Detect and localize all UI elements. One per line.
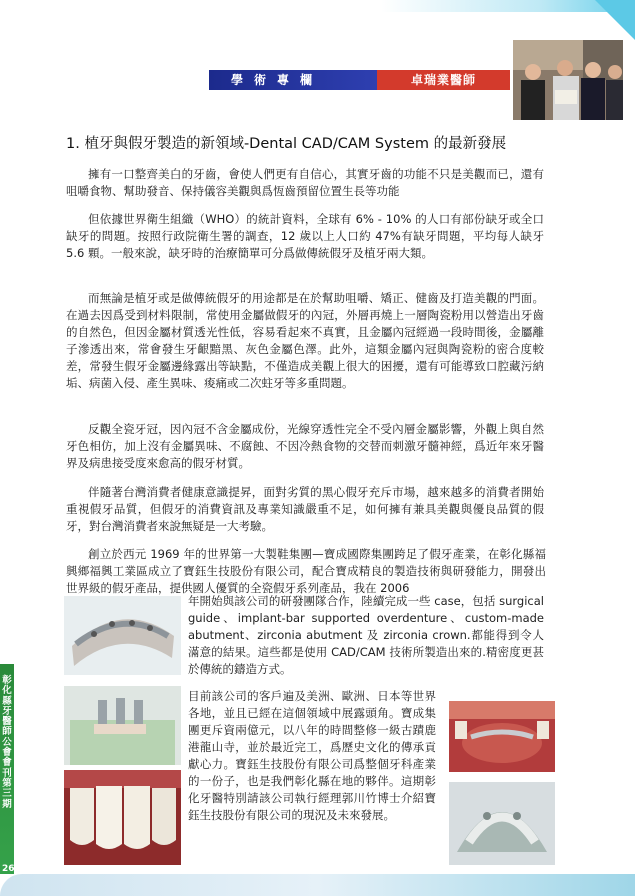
bottom-decor-band	[0, 874, 635, 896]
implant-bar-model-photo	[64, 596, 181, 675]
journal-name: 彰化縣牙醫師公會會刊第三期	[2, 675, 12, 810]
plaster-model-photo	[449, 782, 555, 865]
paragraph-6-continued: 年開始與該公司的研發團隊合作，陸續完成一些 case，包括 surgical guide、implant-bar supported overdenture、custom-made abutment、zirconia abutment 及 zirconia crown.都能得到令人滿意的結果。這些都是使用 CAD/CAM 技術所製造出來的.精密度更甚於傳統的鑄造方式。	[188, 594, 544, 676]
paragraph-3: 而無論是植牙或是做傳統假牙的用途都是在於幫助咀嚼、矯正、健齒及打造美觀的門面。在過去因爲受到材料限制，常使用金屬做假牙的內冠，外層再燒上一層陶瓷粉用以營造出牙齒的自然色，但因金屬材質透光性低，容易看起來不真實，且金屬內冠經過一段時間後，金屬離子滲透出來，常會發生牙齦黯黑、灰色金屬色澤。此外，這類金屬內冠與陶瓷粉的密合度較差，常發生假牙金屬邊緣露出等缺點，不僅造成美觀上很大的困擾，還有可能導致口腔藏污納垢、病菌入侵、產生異味、痠痛或二次蛀牙等多重問題。	[66, 291, 544, 390]
paragraph-7: 目前該公司的客戶遍及美洲、歐洲、日本等世界各地，並且已經在這個領域中展露頭角。寶成集團更斥資兩億元，以八年的時間整修一級古蹟鹿港龍山寺，並於最近完工，爲歷史文化的傳承貢獻心力。寶鈺生技股份有限公司爲整個牙科產業的一份子，也是我們彰化縣在地的夥伴。這期彰化牙醫特別請該公司執行經理郭川竹博士介紹寶鈺生技股份有限公司的現況及未來發展。	[188, 689, 436, 822]
section-header	[209, 70, 510, 90]
column-label: 學術專欄	[209, 70, 377, 90]
paragraph-2: 但依據世界衛生組織（WHO）的統計資料，全球有 6% - 10% 的人口有部份缺牙或全口缺牙的問題。按照行政院衛生署的調查，12 歲以上人口約 47%有缺牙問題，平均每人缺牙 5.6 顆。一般來說，缺牙時的治療簡單可分爲做傳統假牙及植牙兩大類。	[66, 212, 544, 260]
award-ceremony-photo	[513, 40, 623, 120]
page-number: 26	[2, 864, 15, 874]
intraoral-implant-photo	[449, 701, 555, 772]
top-corner-accent	[595, 0, 635, 40]
paragraph-6: 創立於西元 1969 年的世界第一大製鞋集團—寶成國際集團跨足了假牙產業，在彰化縣福興鄉福興工業區成立了寶鈺生技股份有限公司，配合寶成精良的製造技術與研發能力，開發出世界級的假牙產品，提供國人優質的全瓷假牙系列產品，我在 2006	[66, 547, 546, 595]
zirconia-crown-teeth-photo	[64, 770, 181, 865]
abutment-model-photo	[64, 686, 181, 765]
paragraph-4: 反觀全瓷牙冠，因內冠不含金屬成份，光線穿透性完全不受內層金屬影響，外觀上與自然牙色相仿，加上沒有金屬異味、不腐蝕、不因冷熱食物的交替而刺激牙髓神經，爲近年來牙醫界及病患接受度來愈高的假牙材質。	[66, 422, 544, 470]
article-title: 1. 植牙與假牙製造的新領域-Dental CAD/CAM System 的最新發展	[66, 136, 507, 152]
paragraph-5: 伴隨著台灣消費者健康意識提昇，面對劣質的黑心假牙充斥市場，越來越多的消費者開始重視假牙品質，但假牙的消費資訊及專業知識嚴重不足，如何擁有兼具美觀與優良品質的假牙，對台灣消費者來說無疑是一大考驗。	[66, 485, 544, 533]
author-label: 卓瑞業醫師	[377, 70, 510, 90]
paragraph-1: 擁有一口整齊美白的牙齒，會使人們更有自信心，其實牙齒的功能不只是美觀而已，還有咀嚼食物、幫助發音、保持儀容美觀與爲恆齒預留位置生長等功能	[66, 167, 544, 198]
top-decor-band	[0, 0, 635, 12]
